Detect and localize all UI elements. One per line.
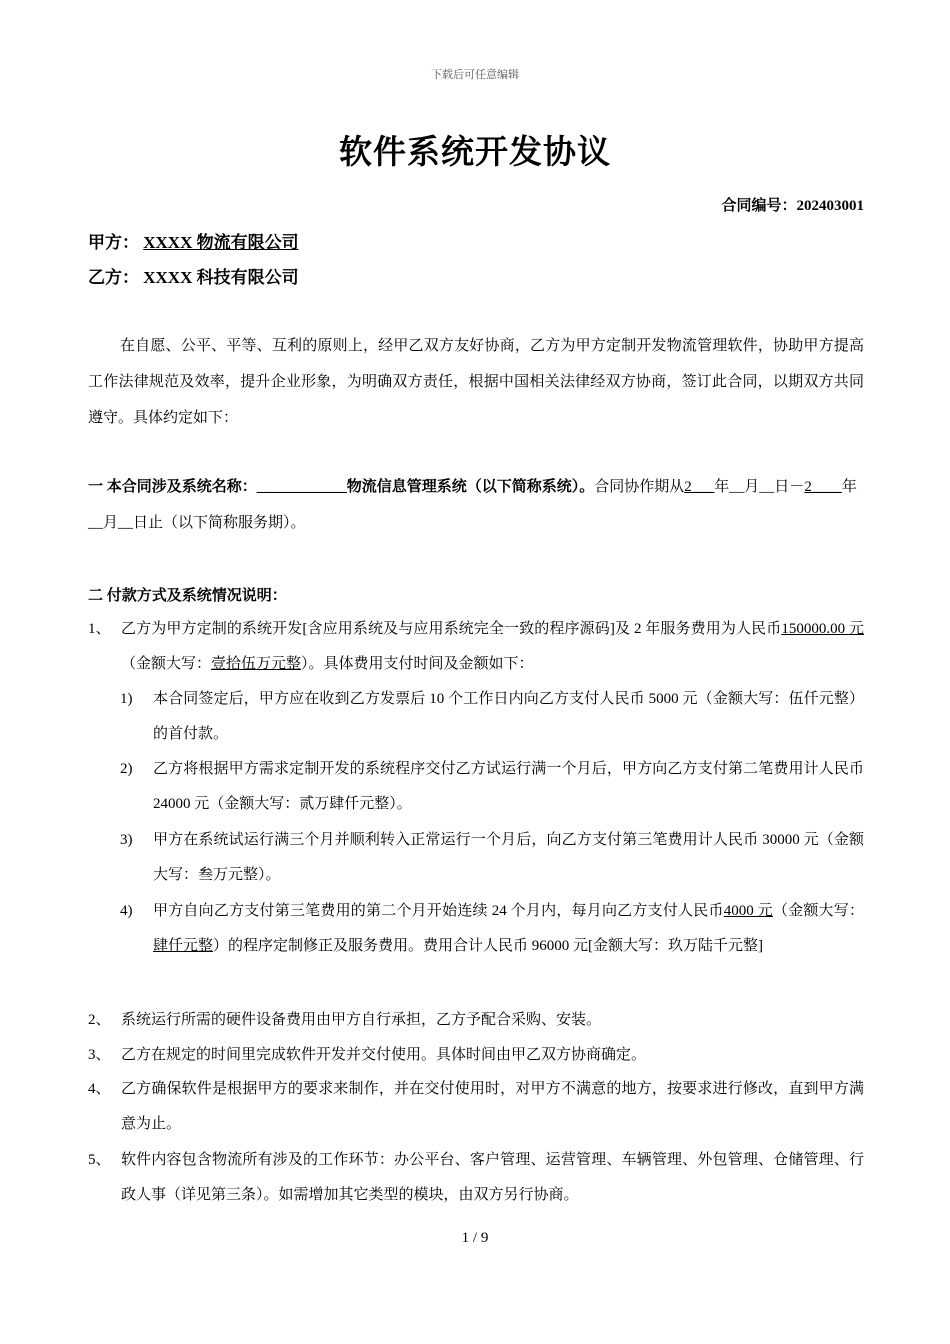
party-a-label: 甲方： (88, 233, 139, 252)
sub-4-amount: 4000 元 (723, 903, 773, 919)
sub-item (120, 752, 864, 822)
sub-item (120, 894, 864, 964)
party-b-name: XXXX 科技有限公司 (143, 268, 299, 287)
item-text: 软件内容包含物流所有涉及的工作环节：办公平台、客户管理、运营管理、车辆管理、外包管理、仓储管理、行政人事（详见第三条）。如需增加其它类型的模块，由双方另行协商。 (121, 1152, 864, 1203)
item-text: 乙方确保软件是根据甲方的要求来制作，并在交付使用时，对甲方不满意的地方，按要求进行修改，直到甲方满意为止。 (121, 1081, 864, 1132)
section-2-heading: 二 付款方式及系统情况说明： (88, 588, 287, 604)
list-item (88, 1003, 864, 1038)
sub-item-text: 本合同签定后，甲方应在收到乙方发票后 10 个工作日内向乙方支付人民币 5000 元（金额大写：伍仟元整）的首付款。 (153, 691, 864, 742)
list-item (88, 1072, 864, 1142)
sub-item-number: 2) (120, 761, 133, 777)
party-a-name: XXXX 物流有限公司 (143, 233, 299, 252)
sub-item-number: 3) (120, 832, 133, 848)
sub-item (120, 682, 864, 752)
item-1-amount-words: 壹拾伍万元整 (211, 656, 302, 672)
item-text: 系统运行所需的硬件设备费用由甲方自行承担，乙方予配合采购、安装。 (121, 1012, 602, 1028)
sub-4-amount-words: 肆仟元整 (153, 938, 214, 954)
intro-paragraph: 在自愿、公平、平等、互利的原则上，经甲乙双方友好协商，乙方为甲方定制开发物流管理软件，协助甲方提高工作法律规范及效率，提升企业形象，为明确双方责任，根据中国相关法律经双方协商，签订此合同，以期双方共同遵守。具体约定如下： (88, 338, 864, 426)
section-1-year1: 2___ (684, 479, 715, 495)
sub-item-number: 4) (120, 903, 133, 919)
section-1-year2: 2____ (804, 479, 842, 495)
item-number: 4、 (88, 1081, 111, 1097)
sub-item (120, 823, 864, 893)
item-number: 2、 (88, 1012, 111, 1028)
sub-4-post: ）的程序定制修正及服务费用。费用合计人民币 96000 元[金额大写：玖万陆千元整] (213, 938, 764, 954)
item-1-amount: 150000.00 元 (781, 621, 864, 637)
list-item (88, 1038, 864, 1073)
item-text: 乙方在规定的时间里完成软件开发并交付使用。具体时间由甲乙双方协商确定。 (121, 1047, 647, 1063)
item-text (121, 612, 864, 682)
sub-item-text: 甲方在系统试运行满三个月并顺利转入正常运行一个月后，向乙方支付第三笔费用计人民币 30000 元（金额大写：叁万元整）。 (153, 832, 864, 883)
item-number: 3、 (88, 1047, 111, 1063)
document-title: 软件系统开发协议 (339, 135, 611, 171)
list-item (88, 612, 864, 682)
section-1-year1-suffix: 年__月__日－ (714, 479, 805, 495)
contract-number: 合同编号：202403001 (721, 198, 864, 214)
list-item (88, 1143, 864, 1213)
item-number: 5、 (88, 1152, 111, 1168)
section-1-blank: ____________ (256, 479, 347, 495)
section-1-period-pre: 合同协作期从 (594, 479, 685, 495)
sub-item-number: 1) (120, 691, 133, 707)
item-1-pre: 乙方为甲方定制的系统开发[含应用系统及与应用系统完全一致的程序源码]及 2 年服务费用为人民币 (121, 621, 782, 637)
section-1-system: 物流信息管理系统（以下简称系统）。 (346, 479, 595, 495)
section-1-heading: 一 本合同涉及系统名称： (88, 479, 257, 495)
section-1 (88, 469, 864, 541)
item-1-post: ）。具体费用支付时间及金额如下： (301, 656, 534, 672)
party-b-label: 乙方： (88, 268, 139, 287)
party-b (88, 263, 299, 288)
party-a (88, 228, 299, 253)
section-1-year2-suffix: 年__月__日止（以下简称服务期）。 (88, 479, 857, 531)
sub-4-mid: （金额大写： (772, 903, 864, 919)
header-note: 下载后可任意编辑 (431, 69, 519, 81)
item-number: 1、 (88, 621, 111, 637)
sub-item-text (153, 894, 864, 964)
sub-4-pre: 甲方自向乙方支付第三笔费用的第二个月开始连续 24 个月内，每月向乙方支付人民币 (153, 903, 724, 919)
page-number: 1 / 9 (461, 1230, 489, 1246)
sub-item-text: 乙方将根据甲方需求定制开发的系统程序交付乙方试运行满一个月后，甲方向乙方支付第二笔费用计人民币 24000 元（金额大写：贰万肆仟元整）。 (153, 761, 864, 812)
item-1-mid: （金额大写： (121, 656, 212, 672)
